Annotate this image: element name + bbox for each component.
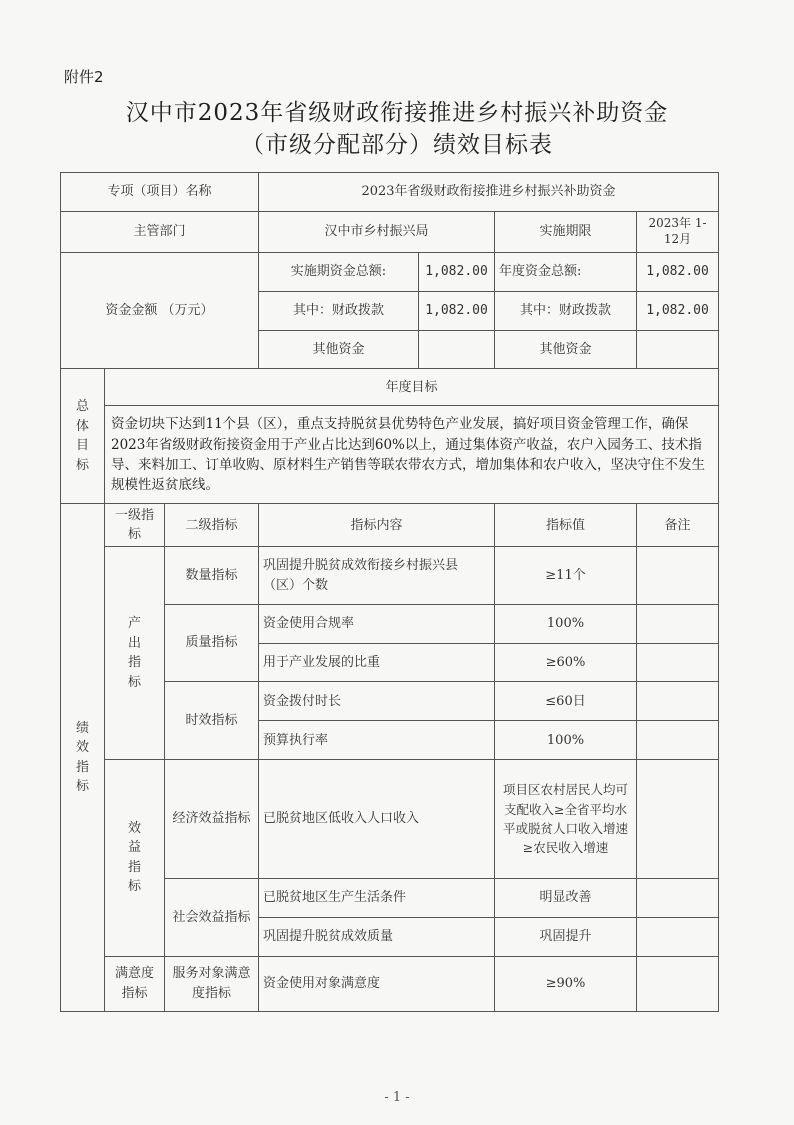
attachment-label: 附件2 xyxy=(64,68,104,86)
benefit-indicators-label xyxy=(105,760,165,956)
performance-target-table xyxy=(60,172,719,1012)
indicator-value: ≥60% xyxy=(495,643,637,682)
annual-goal-text: 资金切块下达到11个县（区），重点支持脱贫县优势特色产业发展，搞好项目资金管理工作，确保2023年省级财政衔接资金用于产业占比达到60%以上，通过集体资产收益，农户入园务工、技术指导、来料加工、订单收购、原材料生产销售等联农带农方式，增加集体和农户收入，坚决守住不发生规模性返贫底线。 xyxy=(105,406,719,504)
other-funds-label-1: 其他资金 xyxy=(259,330,419,369)
col-note: 备注 xyxy=(637,504,719,547)
indicator-value: 项目区农村居民人均可支配收入≥全省平均水平或脱贫人口收入增速≥农民收入增速 xyxy=(495,760,637,879)
indicator-note xyxy=(637,760,719,879)
annual-funds-label: 年度资金总额: xyxy=(495,252,637,291)
document-subtitle: （市级分配部分）绩效目标表 xyxy=(241,132,553,158)
period-value: 2023年 1-12月 xyxy=(637,211,719,252)
goal-text-row xyxy=(61,406,719,504)
indicator-content: 资金拨付时长 xyxy=(259,682,495,721)
indicator-note xyxy=(637,956,719,1011)
dept-label: 主管部门 xyxy=(61,211,259,252)
indicator-row xyxy=(61,760,719,879)
other-funds-value-1 xyxy=(419,330,495,369)
fiscal-value-1: 1,082.00 xyxy=(419,291,495,330)
indicator-note xyxy=(637,643,719,682)
overall-goal-text: 总体目标 xyxy=(76,399,90,473)
fiscal-label-2: 其中：财政拨款 xyxy=(495,291,637,330)
indicator-value: 100% xyxy=(495,721,637,760)
department-row xyxy=(61,211,719,252)
indicator-value: 明显改善 xyxy=(495,878,637,917)
indicator-row xyxy=(61,956,719,1011)
benefit-indicators-text: 效益指标 xyxy=(128,820,142,895)
satisfaction-indicators-label: 满意度指标 xyxy=(105,956,165,1011)
indicator-value: ≥90% xyxy=(495,956,637,1011)
page-number: - 1 - xyxy=(384,1090,410,1105)
indicator-content: 用于产业发展的比重 xyxy=(259,643,495,682)
indicator-content: 已脱贫地区生产生活条件 xyxy=(259,878,495,917)
annual-goal-label: 年度目标 xyxy=(105,369,719,406)
performance-indicators-text: 绩效指标 xyxy=(76,720,90,795)
other-funds-label-2: 其他资金 xyxy=(495,330,637,369)
col-content: 指标内容 xyxy=(259,504,495,547)
annual-funds-value: 1,082.00 xyxy=(637,252,719,291)
indicator-header-row xyxy=(61,504,719,547)
indicator-value: ≤60日 xyxy=(495,682,637,721)
service-satisfaction-label: 服务对象满意度指标 xyxy=(165,956,259,1011)
project-row xyxy=(61,173,719,212)
indicator-content: 已脱贫地区低收入人口收入 xyxy=(259,760,495,879)
indicator-note xyxy=(637,547,719,604)
performance-indicators-label xyxy=(61,504,105,1012)
indicator-note xyxy=(637,721,719,760)
indicator-value: 100% xyxy=(495,604,637,643)
indicator-note xyxy=(637,878,719,917)
col-level1: 一级指标 xyxy=(105,504,165,547)
indicator-note xyxy=(637,917,719,956)
output-indicators-label xyxy=(105,547,165,760)
quality-indicator-label: 质量指标 xyxy=(165,604,259,682)
total-funds-value: 1,082.00 xyxy=(419,252,495,291)
indicator-content: 巩固提升脱贫成效衔接乡村振兴县（区）个数 xyxy=(259,547,495,604)
indicator-value: ≥11个 xyxy=(495,547,637,604)
project-name-label: 专项（项目）名称 xyxy=(61,173,259,212)
output-indicators-text: 产出指标 xyxy=(128,616,142,690)
economic-benefit-label: 经济效益指标 xyxy=(165,760,259,879)
indicator-content: 巩固提升脱贫成效质量 xyxy=(259,917,495,956)
col-value: 指标值 xyxy=(495,504,637,547)
overall-goal-label xyxy=(61,369,105,504)
quantity-indicator-label: 数量指标 xyxy=(165,547,259,604)
indicator-value: 巩固提升 xyxy=(495,917,637,956)
indicator-content: 资金使用合规率 xyxy=(259,604,495,643)
funds-label: 资金金额 （万元） xyxy=(61,252,259,369)
dept-value: 汉中市乡村振兴局 xyxy=(259,211,495,252)
indicator-content: 资金使用对象满意度 xyxy=(259,956,495,1011)
document-title: 汉中市2023年省级财政衔接推进乡村振兴补助资金 xyxy=(125,100,669,126)
goal-header-row xyxy=(61,369,719,406)
social-benefit-label: 社会效益指标 xyxy=(165,878,259,956)
fiscal-value-2: 1,082.00 xyxy=(637,291,719,330)
col-level2: 二级指标 xyxy=(165,504,259,547)
funds-total-row xyxy=(61,252,719,291)
indicator-row xyxy=(61,547,719,604)
project-name-value: 2023年省级财政衔接推进乡村振兴补助资金 xyxy=(259,173,719,212)
total-funds-label: 实施期资金总额: xyxy=(259,252,419,291)
indicator-note xyxy=(637,604,719,643)
period-label: 实施期限 xyxy=(495,211,637,252)
fiscal-label-1: 其中：财政拨款 xyxy=(259,291,419,330)
timeliness-indicator-label: 时效指标 xyxy=(165,682,259,760)
other-funds-value-2 xyxy=(637,330,719,369)
indicator-content: 预算执行率 xyxy=(259,721,495,760)
indicator-note xyxy=(637,682,719,721)
